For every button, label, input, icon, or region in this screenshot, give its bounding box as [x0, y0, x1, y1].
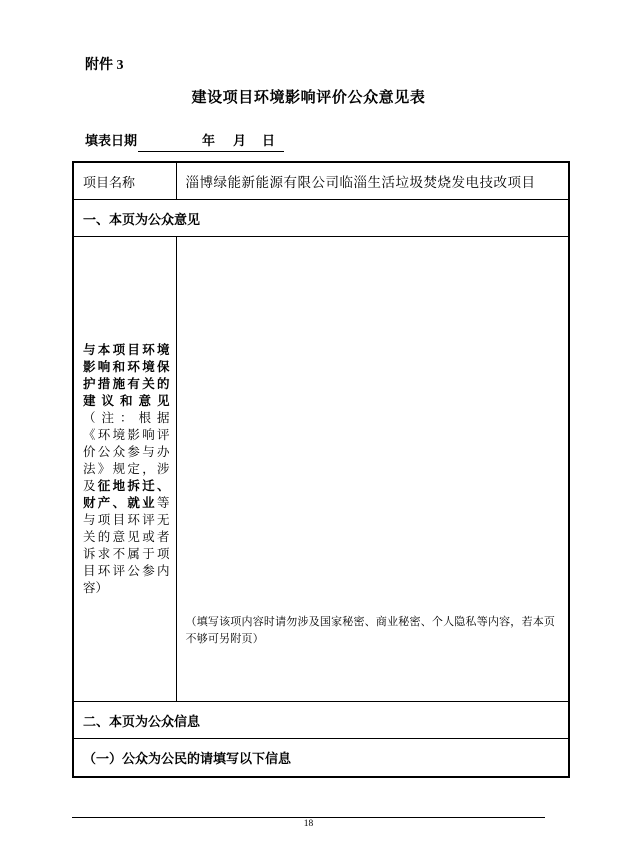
project-name-label: 项目名称 — [73, 162, 176, 200]
section-2-header-row — [73, 702, 569, 739]
citizen-info-header-row — [73, 739, 569, 778]
opinion-note: （填写该项内容时请勿涉及国家秘密、商业秘密、个人隐私等内容，若本页不够可另附页） — [185, 616, 556, 645]
footer-separator — [72, 817, 545, 818]
opinion-label-bold-1: 与本项目环境影响和环境保护措施有关的建议和意见 — [83, 342, 170, 408]
opinion-label-text — [83, 342, 170, 597]
opinion-label-bold-2: 征地拆迁、财产、就业 — [83, 478, 170, 510]
date-blank-underline[interactable] — [138, 130, 284, 152]
opinion-label-regular-2: 等与项目环评无关的意见或者诉求不属于项目环评公参内容） — [83, 495, 170, 595]
page-title: 建设项目环境影响评价公众意见表 — [191, 89, 426, 106]
section-2-header: 二、本页为公众信息 — [73, 702, 569, 739]
date-label: 填表日期 — [85, 133, 138, 148]
attachment-label: 附件 3 — [85, 58, 124, 73]
page-number: 18 — [303, 819, 314, 829]
opinion-label-cell — [73, 237, 176, 702]
form-table — [72, 161, 570, 778]
month-label: 月 — [233, 133, 247, 148]
opinion-row — [73, 237, 569, 702]
section-1-header-row — [73, 200, 569, 237]
year-label: 年 — [202, 133, 216, 148]
day-label: 日 — [262, 133, 276, 148]
opinion-input-area[interactable] — [176, 237, 569, 702]
section-1-header: 一、本页为公众意见 — [73, 200, 569, 237]
citizen-info-header: （一）公众为公民的请填写以下信息 — [73, 739, 569, 778]
project-name-row — [73, 162, 569, 200]
opinion-label-regular-1: （注：根据《环境影响评价公众参与办法》规定，涉及 — [83, 410, 170, 493]
date-line — [85, 130, 284, 152]
project-name-value: 淄博绿能新能源有限公司临淄生活垃圾焚烧发电技改项目 — [176, 162, 569, 200]
